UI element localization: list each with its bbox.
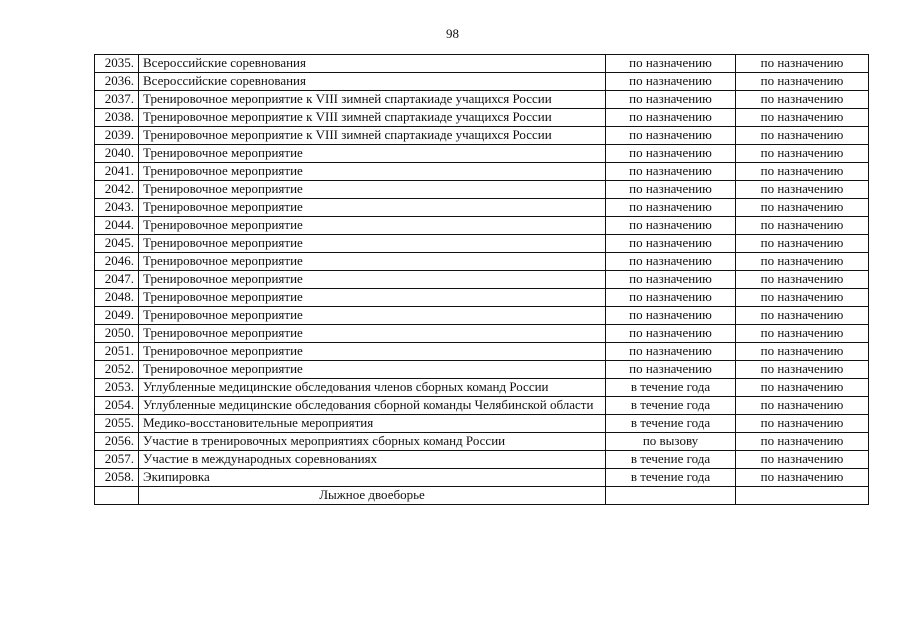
- table-row: [95, 253, 869, 271]
- row-number-cell: 2047.: [95, 271, 139, 289]
- timing-cell: по назначению: [606, 343, 736, 361]
- row-number-cell: 2043.: [95, 199, 139, 217]
- assignment-cell: по назначению: [736, 235, 869, 253]
- assignment-cell: по назначению: [736, 397, 869, 415]
- row-number-cell: 2040.: [95, 145, 139, 163]
- table-row: [95, 91, 869, 109]
- table-row: [95, 415, 869, 433]
- assignment-cell: по назначению: [736, 433, 869, 451]
- assignment-cell: по назначению: [736, 73, 869, 91]
- table-row: [95, 379, 869, 397]
- row-number-cell: 2045.: [95, 235, 139, 253]
- table-row: [95, 145, 869, 163]
- row-number-cell: 2052.: [95, 361, 139, 379]
- row-number-cell: 2053.: [95, 379, 139, 397]
- row-number-cell: 2049.: [95, 307, 139, 325]
- assignment-cell: по назначению: [736, 145, 869, 163]
- row-number-cell: 2041.: [95, 163, 139, 181]
- table-row: [95, 217, 869, 235]
- row-number-cell: 2058.: [95, 469, 139, 487]
- event-name-cell: Участие в международных соревнованиях: [139, 451, 606, 469]
- table-row: [95, 325, 869, 343]
- page-number: 98: [446, 26, 459, 41]
- assignment-cell: по назначению: [736, 253, 869, 271]
- assignment-cell: по назначению: [736, 217, 869, 235]
- assignment-cell: по назначению: [736, 361, 869, 379]
- table-row: [95, 235, 869, 253]
- timing-cell: по назначению: [606, 253, 736, 271]
- assignment-cell: по назначению: [736, 271, 869, 289]
- timing-cell: в течение года: [606, 469, 736, 487]
- event-name-cell: Тренировочное мероприятие к VIII зимней спартакиаде учащихся России: [139, 91, 606, 109]
- event-name-cell: Участие в тренировочных мероприятиях сборных команд России: [139, 433, 606, 451]
- table-row: [95, 127, 869, 145]
- assignment-cell: по назначению: [736, 127, 869, 145]
- event-name-cell: Тренировочное мероприятие: [139, 343, 606, 361]
- row-number-cell: 2036.: [95, 73, 139, 91]
- event-name-cell: Тренировочное мероприятие: [139, 235, 606, 253]
- assignment-cell: по назначению: [736, 415, 869, 433]
- timing-cell: по назначению: [606, 271, 736, 289]
- timing-cell: [606, 487, 736, 505]
- table-row: [95, 289, 869, 307]
- row-number-cell: 2035.: [95, 55, 139, 73]
- row-number-cell: 2038.: [95, 109, 139, 127]
- assignment-cell: по назначению: [736, 199, 869, 217]
- assignment-cell: по назначению: [736, 379, 869, 397]
- timing-cell: по назначению: [606, 289, 736, 307]
- table-row: [95, 271, 869, 289]
- event-name-cell: Тренировочное мероприятие: [139, 163, 606, 181]
- timing-cell: по назначению: [606, 55, 736, 73]
- event-name-cell: Медико-восстановительные мероприятия: [139, 415, 606, 433]
- timing-cell: в течение года: [606, 415, 736, 433]
- row-number-cell: 2037.: [95, 91, 139, 109]
- assignment-cell: по назначению: [736, 109, 869, 127]
- assignment-cell: по назначению: [736, 469, 869, 487]
- timing-cell: в течение года: [606, 451, 736, 469]
- timing-cell: в течение года: [606, 379, 736, 397]
- event-name-cell: Экипировка: [139, 469, 606, 487]
- timing-cell: по вызову: [606, 433, 736, 451]
- section-row: [95, 487, 869, 505]
- event-name-cell: Тренировочное мероприятие: [139, 253, 606, 271]
- event-name-cell: Тренировочное мероприятие к VIII зимней спартакиаде учащихся России: [139, 127, 606, 145]
- row-number-cell: 2051.: [95, 343, 139, 361]
- timing-cell: по назначению: [606, 163, 736, 181]
- row-number-cell: 2057.: [95, 451, 139, 469]
- timing-cell: по назначению: [606, 73, 736, 91]
- row-number-cell: 2050.: [95, 325, 139, 343]
- timing-cell: по назначению: [606, 361, 736, 379]
- row-number-cell: 2046.: [95, 253, 139, 271]
- section-title-cell: Лыжное двоеборье: [139, 487, 606, 505]
- assignment-cell: по назначению: [736, 163, 869, 181]
- table-row: [95, 199, 869, 217]
- row-number-cell: 2039.: [95, 127, 139, 145]
- row-number-cell: 2055.: [95, 415, 139, 433]
- assignment-cell: по назначению: [736, 289, 869, 307]
- assignment-cell: по назначению: [736, 307, 869, 325]
- row-number-cell: [95, 487, 139, 505]
- timing-cell: по назначению: [606, 217, 736, 235]
- table-row: [95, 469, 869, 487]
- event-name-cell: Всероссийские соревнования: [139, 55, 606, 73]
- event-name-cell: Всероссийские соревнования: [139, 73, 606, 91]
- event-name-cell: Тренировочное мероприятие: [139, 289, 606, 307]
- assignment-cell: по назначению: [736, 343, 869, 361]
- event-name-cell: Тренировочное мероприятие: [139, 199, 606, 217]
- table-row: [95, 343, 869, 361]
- event-name-cell: Тренировочное мероприятие: [139, 217, 606, 235]
- event-name-cell: Тренировочное мероприятие: [139, 145, 606, 163]
- event-name-cell: Тренировочное мероприятие: [139, 325, 606, 343]
- table-row: [95, 109, 869, 127]
- table-row: [95, 451, 869, 469]
- assignment-cell: по назначению: [736, 451, 869, 469]
- assignment-cell: по назначению: [736, 91, 869, 109]
- event-name-cell: Тренировочное мероприятие: [139, 307, 606, 325]
- timing-cell: по назначению: [606, 235, 736, 253]
- timing-cell: в течение года: [606, 397, 736, 415]
- event-name-cell: Углубленные медицинские обследования сборной команды Челябинской области: [139, 397, 606, 415]
- event-name-cell: Тренировочное мероприятие к VIII зимней спартакиаде учащихся России: [139, 109, 606, 127]
- event-name-cell: Углубленные медицинские обследования членов сборных команд России: [139, 379, 606, 397]
- timing-cell: по назначению: [606, 199, 736, 217]
- assignment-cell: [736, 487, 869, 505]
- table-row: [95, 397, 869, 415]
- event-name-cell: Тренировочное мероприятие: [139, 271, 606, 289]
- assignment-cell: по назначению: [736, 325, 869, 343]
- timing-cell: по назначению: [606, 127, 736, 145]
- table-row: [95, 163, 869, 181]
- row-number-cell: 2054.: [95, 397, 139, 415]
- schedule-table-body: [95, 55, 869, 505]
- timing-cell: по назначению: [606, 181, 736, 199]
- table-row: [95, 433, 869, 451]
- timing-cell: по назначению: [606, 91, 736, 109]
- timing-cell: по назначению: [606, 145, 736, 163]
- table-row: [95, 73, 869, 91]
- timing-cell: по назначению: [606, 109, 736, 127]
- table-row: [95, 307, 869, 325]
- assignment-cell: по назначению: [736, 181, 869, 199]
- row-number-cell: 2048.: [95, 289, 139, 307]
- schedule-table: [94, 54, 869, 505]
- row-number-cell: 2042.: [95, 181, 139, 199]
- table-row: [95, 361, 869, 379]
- event-name-cell: Тренировочное мероприятие: [139, 361, 606, 379]
- assignment-cell: по назначению: [736, 55, 869, 73]
- timing-cell: по назначению: [606, 307, 736, 325]
- timing-cell: по назначению: [606, 325, 736, 343]
- table-row: [95, 55, 869, 73]
- row-number-cell: 2056.: [95, 433, 139, 451]
- table-row: [95, 181, 869, 199]
- row-number-cell: 2044.: [95, 217, 139, 235]
- event-name-cell: Тренировочное мероприятие: [139, 181, 606, 199]
